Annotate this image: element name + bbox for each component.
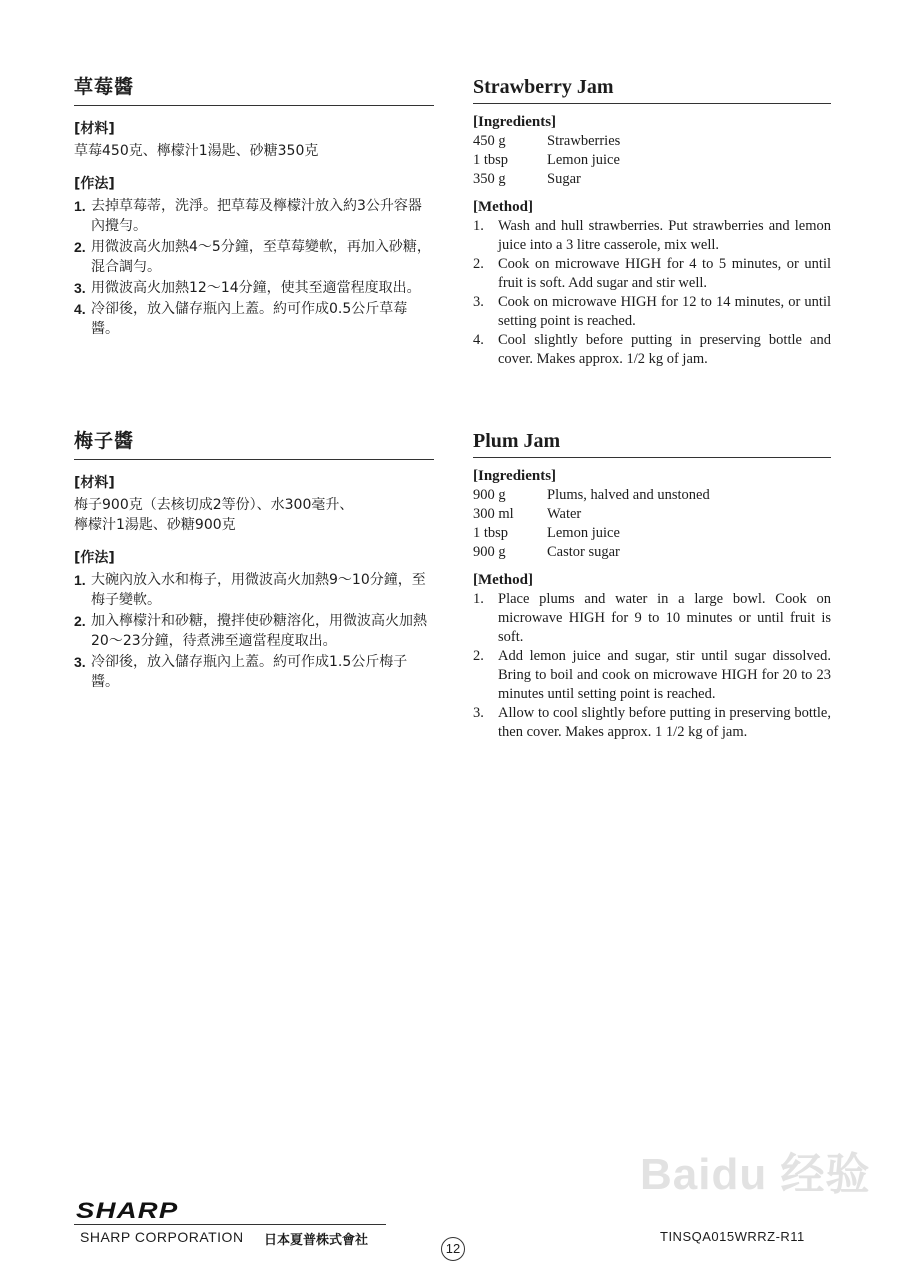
footer-divider xyxy=(74,1224,386,1225)
ingredient-item: Lemon juice xyxy=(547,152,620,168)
step-number: 3. xyxy=(74,654,86,670)
zh-strawberry-recipe xyxy=(74,72,434,340)
ingredient-row xyxy=(473,486,710,505)
ingredient-row xyxy=(473,170,620,189)
ingredient-item: Lemon juice xyxy=(547,525,620,541)
ingredient-qty: 900 g xyxy=(473,544,506,560)
method-step xyxy=(74,299,434,339)
step-text: 用微波高火加熱4～5分鐘，至草莓變軟，再加入砂糖，混合調勻。 xyxy=(91,239,431,275)
method-step xyxy=(74,570,434,610)
step-number: 2. xyxy=(473,648,484,664)
step-text: Wash and hull strawberries. Put strawberries and lemon juice into a 3 litre casserole, mix well. xyxy=(498,218,831,253)
step-number: 2. xyxy=(74,613,86,629)
step-number: 2. xyxy=(74,239,86,255)
method-step xyxy=(473,704,831,742)
ingredient-item: Sugar xyxy=(547,171,581,187)
document-code: TINSQA015WRRZ-R11 xyxy=(660,1229,805,1244)
ingredient-qty: 1 tbsp xyxy=(473,152,509,168)
step-text: Cook on microwave HIGH for 12 to 14 minutes, or until setting point is reached. xyxy=(498,294,831,329)
en-plum-title: Plum Jam xyxy=(473,426,831,458)
ingredient-row xyxy=(473,524,710,543)
en-plum-method-list xyxy=(473,590,831,742)
zh-plum-recipe xyxy=(74,426,434,693)
step-text: 去掉草莓蒂，洗淨。把草莓及檸檬汁放入約3公升容器內攪勻。 xyxy=(91,198,422,234)
step-text: 大碗內放入水和梅子，用微波高火加熱9～10分鐘，至梅子變軟。 xyxy=(91,572,426,608)
en-plum-method-heading: [Method] xyxy=(473,572,533,588)
method-step xyxy=(74,611,434,651)
en-plum-ingredients-heading: [Ingredients] xyxy=(473,468,557,484)
ingredient-qty: 900 g xyxy=(473,487,506,503)
ingredient-row xyxy=(473,543,710,562)
step-text: Cool slightly before putting in preserving bottle and cover. Makes approx. 1/2 kg of jam. xyxy=(498,332,831,367)
step-number: 1. xyxy=(74,572,86,588)
en-strawberry-method-heading: [Method] xyxy=(473,199,533,215)
zh-strawberry-ingredients-heading: [材料] xyxy=(74,121,115,137)
page-footer xyxy=(0,1192,906,1256)
method-step xyxy=(74,196,434,236)
method-step xyxy=(74,237,434,277)
en-strawberry-recipe xyxy=(473,72,831,369)
ingredient-qty: 450 g xyxy=(473,133,506,149)
method-step xyxy=(473,647,831,704)
step-number: 4. xyxy=(74,301,86,317)
method-step xyxy=(473,293,831,331)
page-number: 12 xyxy=(441,1237,465,1261)
en-plum-ingredients-table xyxy=(473,486,710,562)
method-step xyxy=(473,590,831,647)
en-plum-recipe xyxy=(473,426,831,742)
en-strawberry-ingredients-heading: [Ingredients] xyxy=(473,114,557,130)
ingredient-qty: 350 g xyxy=(473,171,506,187)
ingredient-item: Plums, halved and unstoned xyxy=(547,487,710,503)
zh-plum-method-heading: [作法] xyxy=(74,550,115,566)
step-number: 4. xyxy=(473,332,484,348)
ingredient-row xyxy=(473,132,620,151)
zh-plum-ingredients-line2: 檸檬汁1湯匙、砂糖900克 xyxy=(74,517,236,533)
method-step xyxy=(74,278,434,298)
corporation-name-zh: 日本夏普株式會社 xyxy=(264,1233,369,1248)
step-text: 冷卻後，放入儲存瓶內上蓋。約可作成0.5公斤草莓醬。 xyxy=(91,301,408,337)
ingredient-qty: 1 tbsp xyxy=(473,525,509,541)
zh-strawberry-method-heading: [作法] xyxy=(74,176,115,192)
step-text: Add lemon juice and sugar, stir until sugar dissolved. Bring to boil and cook on microwave HIGH for 20 to 23 minutes until setting point is reached. xyxy=(498,648,831,702)
zh-strawberry-method-list xyxy=(74,196,434,339)
zh-plum-ingredients-line1: 梅子900克（去核切成2等份）、水300毫升、 xyxy=(74,497,354,513)
step-number: 2. xyxy=(473,256,484,272)
ingredient-row xyxy=(473,505,710,524)
watermark: Baidu 经验 xyxy=(640,1150,871,1199)
step-text: Place plums and water in a large bowl. Cook on microwave HIGH for 9 to 10 minutes or until fruit is soft. xyxy=(498,591,831,645)
step-text: Allow to cool slightly before putting in preserving bottle, then cover. Makes approx. 1 1/2 kg of jam. xyxy=(498,705,831,740)
en-strawberry-title: Strawberry Jam xyxy=(473,72,831,104)
ingredient-item: Water xyxy=(547,506,582,522)
method-step xyxy=(473,331,831,369)
corporation-name: SHARP CORPORATION xyxy=(80,1229,244,1245)
step-number: 3. xyxy=(473,705,484,721)
step-number: 1. xyxy=(473,218,484,234)
ingredient-item: Castor sugar xyxy=(547,544,620,560)
step-text: 冷卻後，放入儲存瓶內上蓋。約可作成1.5公斤梅子醬。 xyxy=(91,654,408,690)
en-strawberry-method-list xyxy=(473,217,831,369)
ingredient-item: Strawberries xyxy=(547,133,621,149)
zh-plum-method-list xyxy=(74,570,434,692)
method-step xyxy=(473,255,831,293)
en-strawberry-ingredients-table xyxy=(473,132,620,189)
step-text: Cook on microwave HIGH for 4 to 5 minutes, or until fruit is soft. Add sugar and stir well. xyxy=(498,256,831,291)
ingredient-qty: 300 ml xyxy=(473,506,514,522)
step-text: 加入檸檬汁和砂糖，攪拌使砂糖溶化，用微波高火加熱20～23分鐘，待煮沸至適當程度取出。 xyxy=(91,613,427,649)
zh-strawberry-title: 草莓醬 xyxy=(74,72,434,106)
step-number: 1. xyxy=(74,198,86,214)
ingredient-row xyxy=(473,151,620,170)
method-step xyxy=(473,217,831,255)
zh-strawberry-ingredients-text: 草莓450克、檸檬汁1湯匙、砂糖350克 xyxy=(74,143,319,159)
step-text: 用微波高火加熱12～14分鐘，使其至適當程度取出。 xyxy=(91,280,421,296)
step-number: 3. xyxy=(473,294,484,310)
zh-plum-ingredients-heading: [材料] xyxy=(74,475,115,491)
step-number: 3. xyxy=(74,280,86,296)
sharp-logo: SHARP xyxy=(76,1198,179,1223)
method-step xyxy=(74,652,434,692)
step-number: 1. xyxy=(473,591,484,607)
zh-plum-title: 梅子醬 xyxy=(74,426,434,460)
